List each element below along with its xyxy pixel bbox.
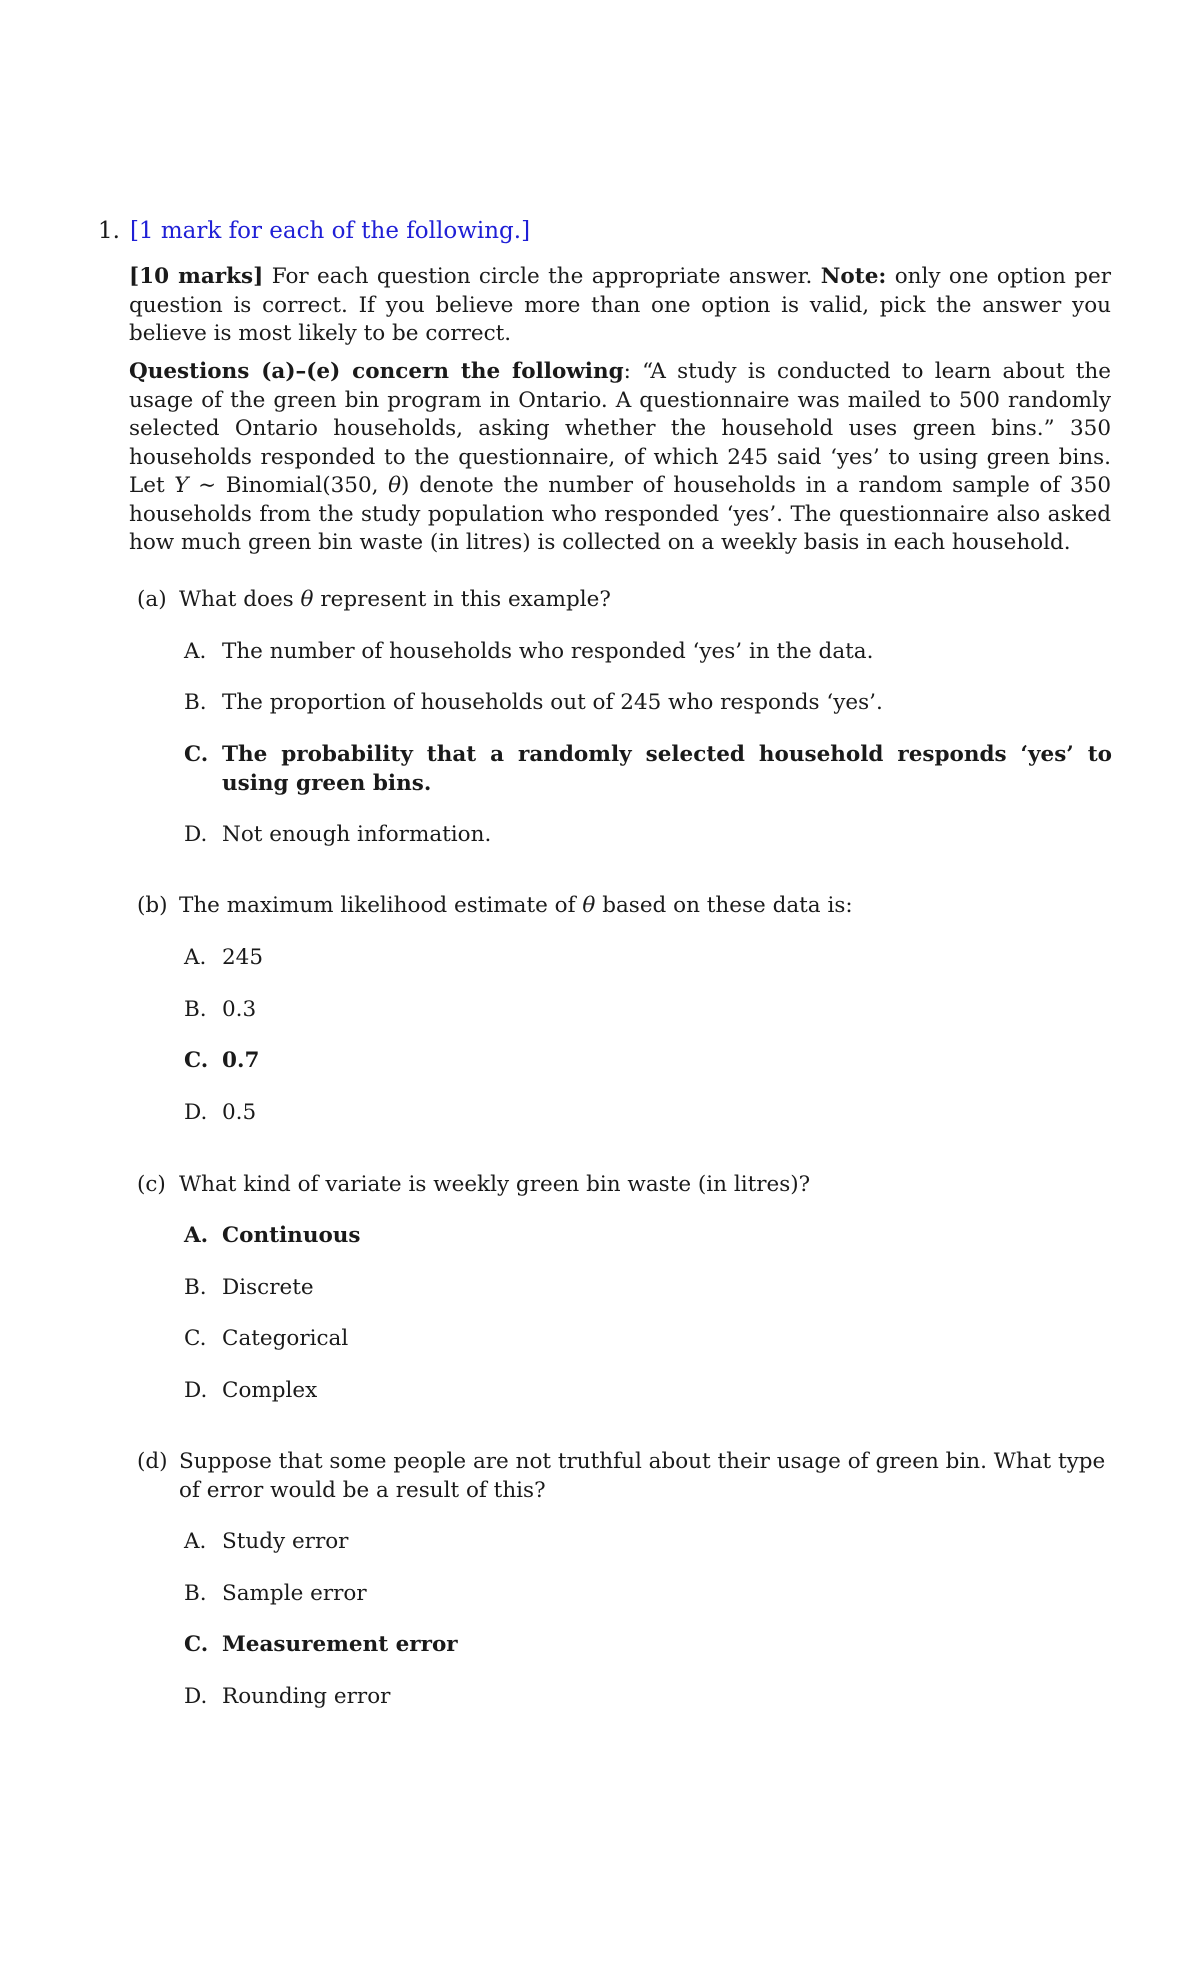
- option-label: D.: [184, 822, 208, 847]
- option-label: B.: [184, 1275, 207, 1300]
- context-paragraph: [129, 358, 1111, 558]
- part-c-option-b[interactable]: [184, 1274, 1112, 1303]
- option-text: The number of households who responded ‘yes’ in the data.: [222, 639, 874, 664]
- part-d-option-a[interactable]: [184, 1528, 1112, 1557]
- part-a-option-c[interactable]: [184, 741, 1112, 798]
- part-a-option-d[interactable]: [184, 821, 1112, 850]
- option-label: B.: [184, 690, 207, 715]
- marks-note: [1 mark for each of the following.]: [129, 218, 531, 244]
- part-c-text: What kind of variate is weekly green bin waste (in litres)?: [179, 1172, 811, 1197]
- option-text: Continuous: [222, 1223, 361, 1248]
- question-header: [98, 214, 530, 248]
- part-c-option-a[interactable]: [184, 1222, 1112, 1251]
- part-c-option-d[interactable]: [184, 1377, 1112, 1406]
- part-d-label: (d): [137, 1449, 168, 1474]
- part-b-option-d[interactable]: [184, 1099, 1112, 1128]
- part-b-symbol: θ: [582, 893, 596, 918]
- context-text-2: ∼ Binomial(350,: [188, 473, 389, 498]
- part-a-option-a[interactable]: [184, 638, 1112, 667]
- part-a-option-b[interactable]: [184, 689, 1112, 718]
- option-text: 0.3: [222, 997, 257, 1022]
- part-b-option-a[interactable]: [184, 944, 1112, 973]
- option-label: B.: [184, 1581, 207, 1606]
- option-text: The proportion of households out of 245 who responds ‘yes’.: [222, 690, 883, 715]
- option-label: C.: [184, 1632, 209, 1657]
- option-label: C.: [184, 742, 209, 767]
- option-label: A.: [184, 639, 207, 664]
- option-text: 0.5: [222, 1100, 257, 1125]
- instructions-paragraph: [129, 263, 1111, 349]
- note-label: Note:: [820, 264, 887, 289]
- part-b-text-after: based on these data is:: [595, 893, 853, 918]
- option-label: A.: [184, 1529, 207, 1554]
- part-b-text: [179, 892, 1112, 921]
- option-text: Categorical: [222, 1326, 349, 1351]
- part-b-question: [137, 892, 1112, 921]
- option-text: 0.7: [222, 1048, 260, 1073]
- option-label: A.: [184, 1223, 209, 1248]
- question-number: 1.: [98, 218, 120, 244]
- option-label: A.: [184, 945, 207, 970]
- option-text: Study error: [222, 1529, 349, 1554]
- option-label: D.: [184, 1100, 208, 1125]
- intro-text: For each question circle the appropriate answer.: [263, 264, 821, 289]
- part-b-option-b[interactable]: [184, 996, 1112, 1025]
- option-text: The probability that a randomly selected household responds ‘yes’ to using green bins.: [222, 742, 1112, 796]
- option-text: Measurement error: [222, 1632, 458, 1657]
- part-d-text: Suppose that some people are not truthful about their usage of green bin. What type of error would be a result of this?: [179, 1449, 1106, 1503]
- part-a-text-before: What does: [179, 587, 301, 612]
- context-text-1: : “A study is conducted to learn about the usage of the green bin program in Ontario. A questionnaire was mailed to 500 randomly selected Ontario households, asking whether the household uses green bins.” 350 households responded to the questionnaire, of which 245 said ‘yes’ to using green bins. Let: [129, 359, 1111, 498]
- context-text-3: ) denote the number of households in a random sample of 350 households from the study population who responded ‘yes’. The questionnaire also asked how much green bin waste (in litres) is collected on a weekly basis in each household.: [129, 473, 1111, 555]
- part-b-option-c[interactable]: [184, 1047, 1112, 1076]
- part-d-question: [137, 1448, 1112, 1505]
- option-label: B.: [184, 997, 207, 1022]
- part-a-label: (a): [137, 587, 167, 612]
- part-a-text: [179, 586, 1112, 615]
- part-b-text-before: The maximum likelihood estimate of: [179, 893, 583, 918]
- part-a-question: [137, 586, 1112, 615]
- option-text: Discrete: [222, 1275, 314, 1300]
- option-text: Not enough information.: [222, 822, 492, 847]
- part-a-symbol: θ: [300, 587, 314, 612]
- part-c-question: [137, 1171, 1112, 1200]
- part-b-label: (b): [137, 893, 168, 918]
- intro-marks: [10 marks]: [129, 264, 264, 289]
- part-a-text-after: represent in this example?: [313, 587, 611, 612]
- part-c-option-c[interactable]: [184, 1325, 1112, 1354]
- option-text: Complex: [222, 1378, 318, 1403]
- option-text: 245: [222, 945, 264, 970]
- option-label: C.: [184, 1326, 207, 1351]
- option-label: D.: [184, 1378, 208, 1403]
- context-var-theta: θ: [388, 473, 402, 498]
- option-text: Rounding error: [222, 1684, 391, 1709]
- note-text: only one option per question is correct. If you believe more than one option is valid, pick the answer you believe is most likely to be correct.: [129, 264, 1111, 346]
- part-d-option-c[interactable]: [184, 1631, 1112, 1660]
- option-label: D.: [184, 1684, 208, 1709]
- part-d-option-b[interactable]: [184, 1580, 1112, 1609]
- option-label: C.: [184, 1048, 209, 1073]
- option-text: Sample error: [222, 1581, 367, 1606]
- context-label: Questions (a)–(e) concern the following: [129, 359, 624, 384]
- part-c-label: (c): [137, 1172, 166, 1197]
- part-d-option-d[interactable]: [184, 1683, 1112, 1712]
- context-var-y: Y: [174, 473, 189, 498]
